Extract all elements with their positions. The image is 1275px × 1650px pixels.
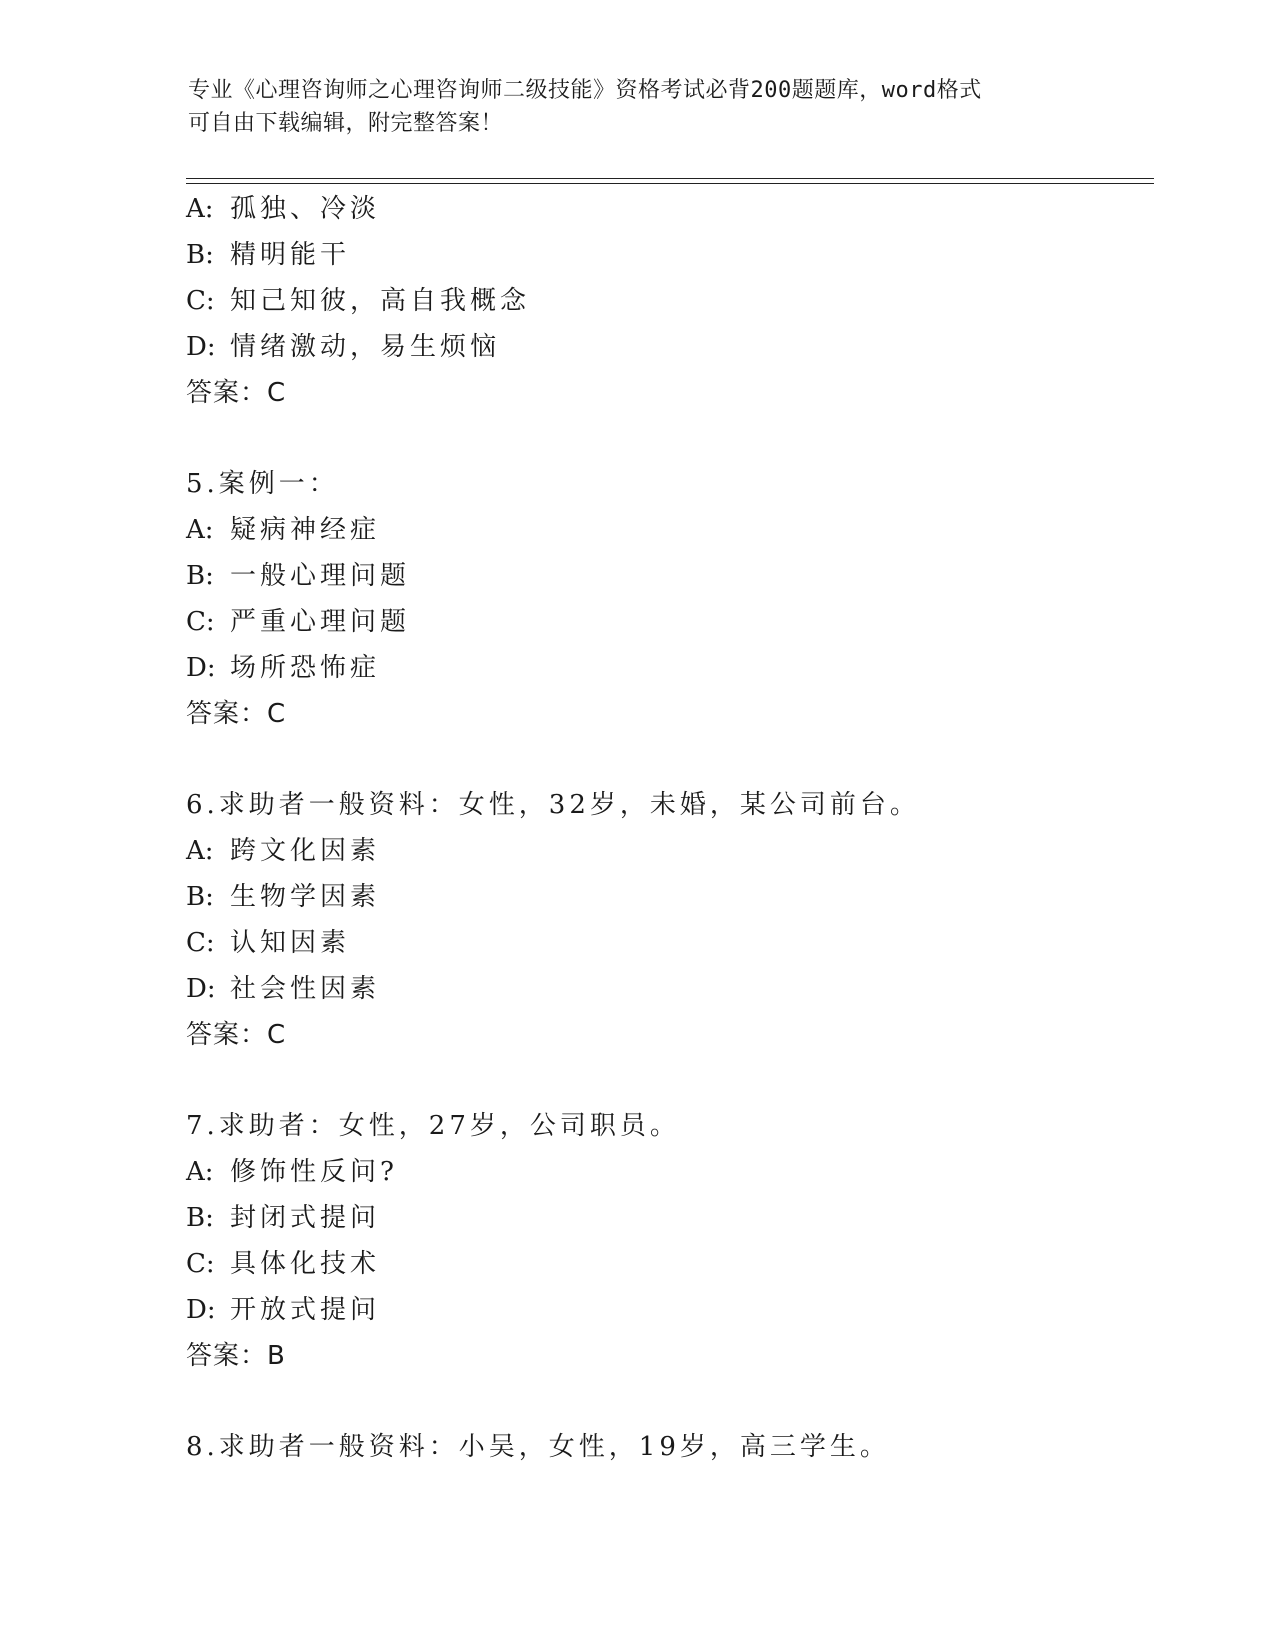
question-stem: 6.求助者一般资料：女性，32岁，未婚，某公司前台。 (186, 790, 920, 820)
option-a (186, 186, 1146, 232)
question-item (186, 1424, 1146, 1470)
spacer (186, 416, 1146, 461)
option-a (186, 1149, 1146, 1195)
option-text: 修饰性反问? (230, 1157, 398, 1187)
option-key: D: (186, 653, 216, 683)
option-key: C: (186, 928, 215, 958)
option-text: 认知因素 (230, 928, 351, 958)
option-b (186, 874, 1146, 920)
option-text: 精明能干 (230, 240, 351, 270)
option-b (186, 232, 1146, 278)
option-key: C: (186, 1249, 215, 1279)
option-key: D: (186, 974, 216, 1004)
question-item (186, 782, 1146, 1058)
option-key: C: (186, 607, 215, 637)
option-text: 社会性因素 (230, 974, 381, 1004)
option-key: B: (186, 240, 214, 270)
option-text: 疑病神经症 (230, 515, 381, 545)
option-text: 严重心理问题 (230, 607, 411, 637)
option-text: 生物学因素 (230, 882, 381, 912)
question-item (186, 1103, 1146, 1379)
spacer (186, 737, 1146, 782)
option-c (186, 599, 1146, 645)
question-stem: 7.求助者：女性，27岁，公司职员。 (186, 1111, 680, 1141)
option-b (186, 553, 1146, 599)
option-text: 封闭式提问 (230, 1203, 381, 1233)
option-key: D: (186, 332, 216, 362)
document-header (188, 74, 1068, 140)
question-list (186, 186, 1146, 1470)
spacer (186, 1379, 1146, 1424)
option-text: 具体化技术 (230, 1249, 381, 1279)
option-b (186, 1195, 1146, 1241)
header-divider-top (186, 178, 1154, 179)
option-key: A: (186, 194, 214, 224)
option-d (186, 645, 1146, 691)
option-text: 一般心理问题 (230, 561, 411, 591)
option-key: C: (186, 286, 215, 316)
answer-line: 答案：C (186, 699, 287, 729)
answer-line: 答案：B (186, 1341, 286, 1371)
option-key: B: (186, 882, 214, 912)
answer-line: 答案：C (186, 378, 287, 408)
option-d (186, 966, 1146, 1012)
option-c (186, 278, 1146, 324)
option-c (186, 920, 1146, 966)
question-stem: 8.求助者一般资料：小吴，女性，19岁，高三学生。 (186, 1432, 890, 1462)
option-text: 孤独、冷淡 (230, 194, 381, 224)
header-title-line-2: 可自由下载编辑，附完整答案！ (188, 111, 504, 136)
option-a (186, 507, 1146, 553)
header-divider-bottom (186, 183, 1154, 184)
option-key: D: (186, 1295, 216, 1325)
option-text: 知己知彼，高自我概念 (230, 286, 531, 316)
question-stem: 5.案例一： (186, 469, 339, 499)
question-item (186, 461, 1146, 737)
option-key: A: (186, 1157, 214, 1187)
option-d (186, 324, 1146, 370)
option-key: A: (186, 515, 214, 545)
option-c (186, 1241, 1146, 1287)
option-text: 开放式提问 (230, 1295, 381, 1325)
option-a (186, 828, 1146, 874)
option-key: A: (186, 836, 214, 866)
option-text: 跨文化因素 (230, 836, 381, 866)
option-key: B: (186, 1203, 214, 1233)
question-item (186, 186, 1146, 416)
option-text: 场所恐怖症 (230, 653, 381, 683)
option-text: 情绪激动，易生烦恼 (230, 332, 501, 362)
option-d (186, 1287, 1146, 1333)
spacer (186, 1058, 1146, 1103)
answer-line: 答案：C (186, 1020, 287, 1050)
header-title-line-1: 专业《心理咨询师之心理咨询师二级技能》资格考试必背200题题库，word格式 (188, 78, 982, 103)
option-key: B: (186, 561, 214, 591)
